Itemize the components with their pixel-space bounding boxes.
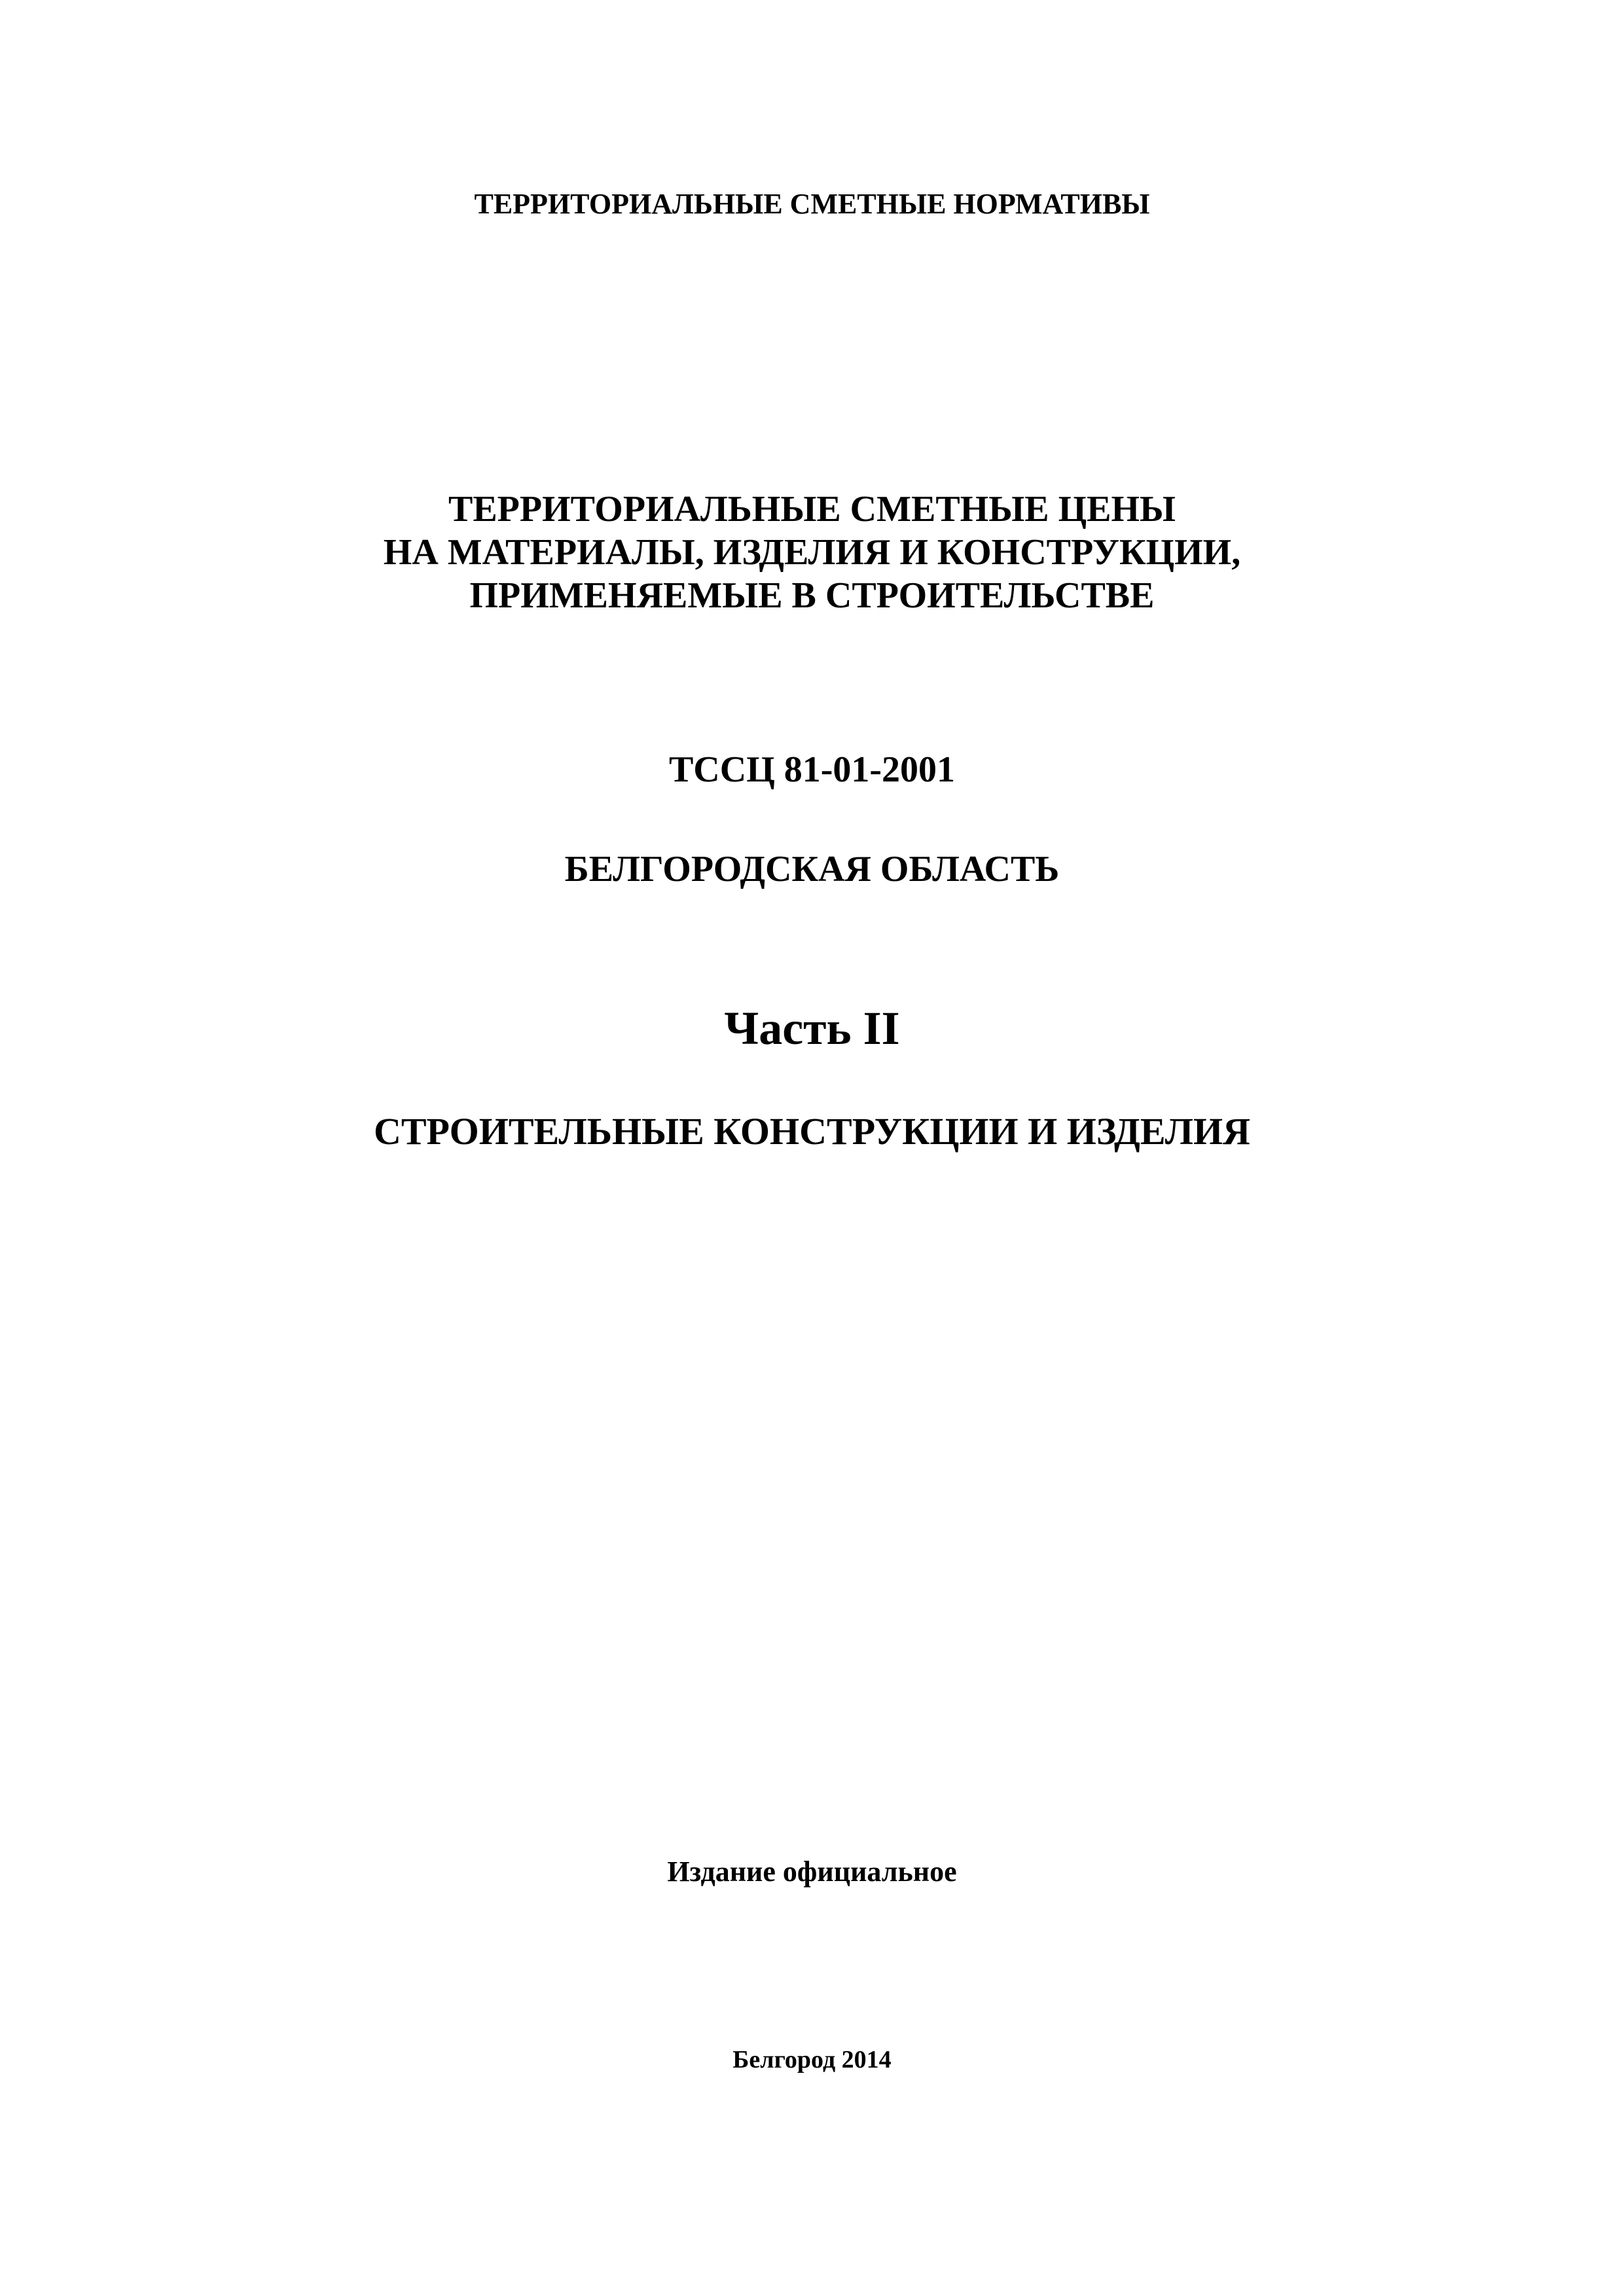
- main-title-line-1: ТЕРРИТОРИАЛЬНЫЕ СМЕТНЫЕ ЦЕНЫ: [448, 489, 1176, 529]
- series-title: ТЕРРИТОРИАЛЬНЫЕ СМЕТНЫЕ НОРМАТИВЫ: [474, 188, 1150, 220]
- main-title-line-3: ПРИМЕНЯЕМЫЕ В СТРОИТЕЛЬСТВЕ: [469, 575, 1155, 616]
- edition-note: Издание официальное: [667, 1856, 957, 1888]
- document-code: ТССЦ 81-01-2001: [668, 749, 956, 790]
- main-title-line-2: НА МАТЕРИАЛЫ, ИЗДЕЛИЯ И КОНСТРУКЦИИ,: [383, 532, 1241, 573]
- imprint: Белгород 2014: [732, 2046, 892, 2073]
- part-label: Часть II: [724, 1002, 900, 1054]
- part-title: СТРОИТЕЛЬНЫЕ КОНСТРУКЦИИ И ИЗДЕЛИЯ: [373, 1110, 1250, 1153]
- region-title: БЕЛГОРОДСКАЯ ОБЛАСТЬ: [564, 849, 1060, 889]
- main-title: [0, 488, 1624, 617]
